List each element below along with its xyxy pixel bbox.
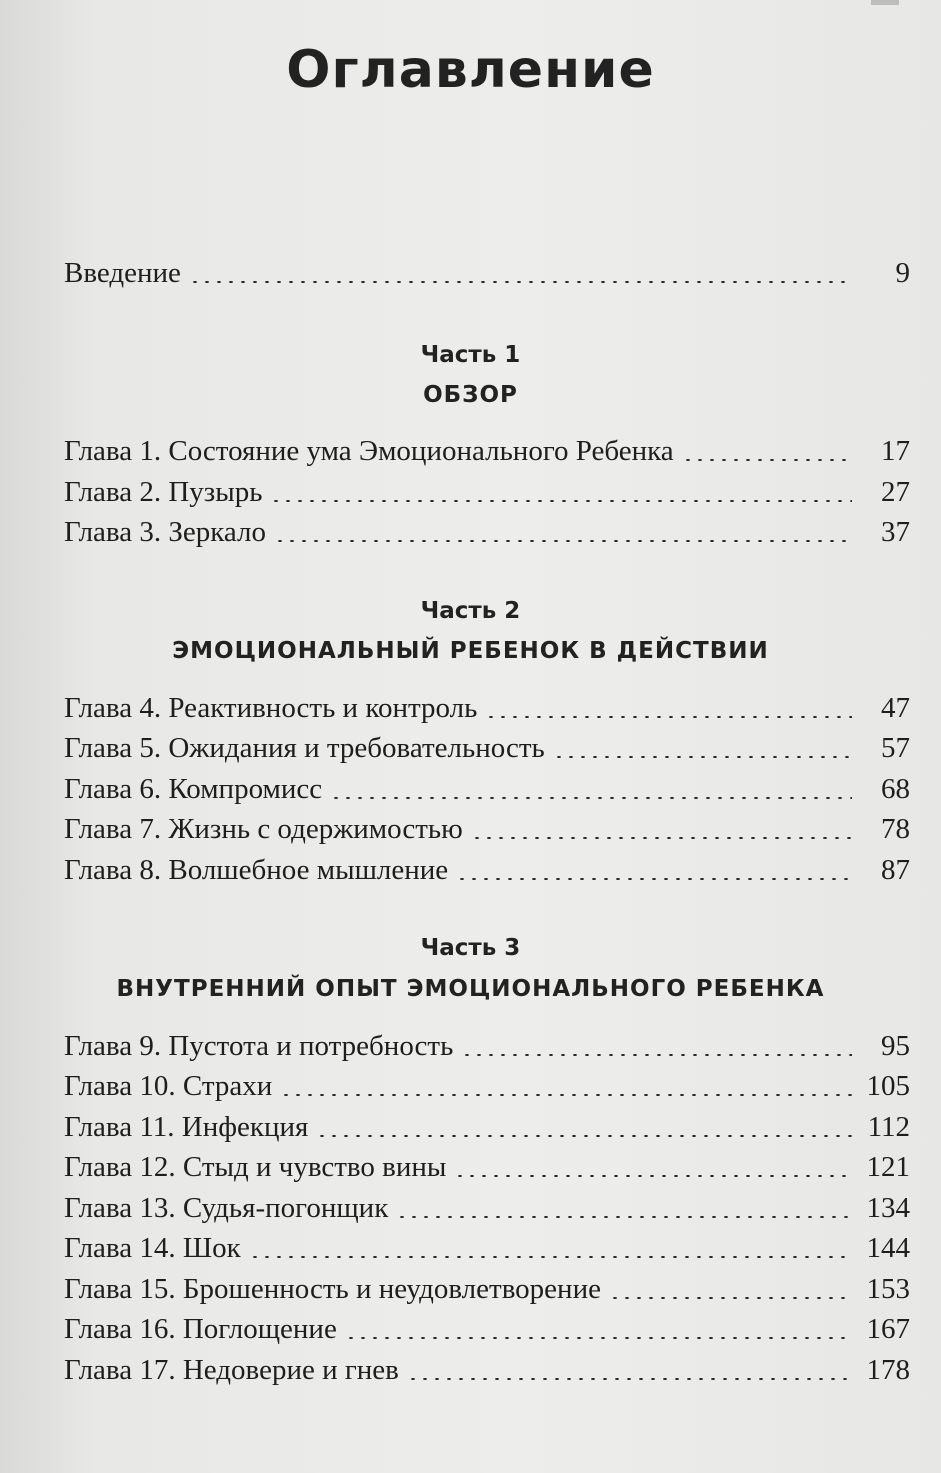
- entry-page-number: 178: [866, 1354, 910, 1386]
- dot-leader: [682, 459, 852, 461]
- entry-label: Глава 10. Страхи: [64, 1070, 273, 1102]
- dot-leader: [471, 837, 852, 839]
- entry-page-number: 57: [881, 732, 910, 764]
- dot-leader: [345, 1337, 852, 1339]
- entry-page-number: 47: [881, 692, 910, 724]
- toc-entry-intro[interactable]: [64, 254, 910, 292]
- entry-page-number: 167: [866, 1313, 910, 1345]
- entry-page-number: 17: [881, 435, 910, 467]
- toc-entry[interactable]: [64, 810, 910, 848]
- dot-leader: [316, 1135, 852, 1137]
- entry-label: Глава 4. Реактивность и контроль: [64, 692, 478, 724]
- entry-label: Глава 7. Жизнь с одержимостью: [64, 813, 463, 845]
- entry-label: Глава 6. Компромисс: [64, 773, 323, 805]
- entry-page-number: 9: [895, 257, 910, 289]
- dot-leader: [609, 1297, 852, 1299]
- entry-label: Глава 3. Зеркало: [64, 516, 267, 548]
- toc-entry[interactable]: [64, 513, 910, 551]
- toc-entry[interactable]: [64, 1351, 910, 1389]
- toc-entry[interactable]: [64, 770, 910, 808]
- entry-page-number: 105: [866, 1070, 910, 1102]
- entry-label: Глава 1. Состояние ума Эмоционального Ребенка: [64, 435, 674, 467]
- page-edge-mark: [871, 0, 899, 5]
- entry-label: Глава 15. Брошенность и неудовлетворение: [64, 1273, 601, 1305]
- entry-page-number: 112: [867, 1111, 910, 1143]
- dot-leader: [270, 500, 852, 502]
- part-number: Часть 2: [420, 598, 521, 624]
- toc-entry[interactable]: [64, 432, 910, 470]
- entry-page-number: 37: [881, 516, 910, 548]
- entry-label: Глава 2. Пузырь: [64, 476, 263, 508]
- toc-entry[interactable]: [64, 729, 910, 767]
- part-title: ВНУТРЕННИЙ ОПЫТ ЭМОЦИОНАЛЬНОГО РЕБЕНКА: [116, 976, 825, 1002]
- toc-entry[interactable]: [64, 851, 910, 889]
- entry-label: Введение: [64, 257, 181, 289]
- part-number: Часть 3: [420, 935, 521, 961]
- dot-leader: [189, 281, 852, 283]
- entry-label: Глава 8. Волшебное мышление: [64, 854, 449, 886]
- dot-leader: [274, 540, 852, 542]
- entry-label: Глава 12. Стыд и чувство вины: [64, 1151, 447, 1183]
- toc-entry[interactable]: [64, 473, 910, 511]
- dot-leader: [280, 1094, 852, 1096]
- dot-leader: [461, 1054, 852, 1056]
- toc-entry[interactable]: [64, 1027, 910, 1065]
- toc-entry[interactable]: [64, 1229, 910, 1267]
- toc-entry[interactable]: [64, 689, 910, 727]
- toc-entry[interactable]: [64, 1067, 910, 1105]
- part-title: ЭМОЦИОНАЛЬНЫЙ РЕБЕНОК В ДЕЙСТВИИ: [172, 638, 769, 664]
- entry-label: Глава 5. Ожидания и требовательность: [64, 732, 545, 764]
- dot-leader: [249, 1256, 852, 1258]
- dot-leader: [456, 878, 852, 880]
- entry-label: Глава 16. Поглощение: [64, 1313, 337, 1345]
- toc-entry[interactable]: [64, 1270, 910, 1308]
- entry-label: Глава 14. Шок: [64, 1232, 241, 1264]
- entry-label: Глава 13. Судья-погонщик: [64, 1192, 389, 1224]
- toc-entry[interactable]: [64, 1108, 910, 1146]
- part-title: ОБЗОР: [423, 382, 518, 408]
- toc-entry[interactable]: [64, 1148, 910, 1186]
- entry-label: Глава 11. Инфекция: [64, 1111, 309, 1143]
- entry-label: Глава 17. Недоверие и гнев: [64, 1354, 399, 1386]
- part-number: Часть 1: [420, 342, 521, 368]
- entry-page-number: 27: [881, 476, 910, 508]
- dot-leader: [485, 716, 852, 718]
- entry-page-number: 87: [881, 854, 910, 886]
- dot-leader: [454, 1175, 852, 1177]
- entry-page-number: 153: [866, 1273, 910, 1305]
- entry-page-number: 144: [866, 1232, 910, 1264]
- page-title: Оглавление: [286, 40, 655, 100]
- entry-page-number: 95: [881, 1030, 910, 1062]
- dot-leader: [396, 1216, 852, 1218]
- entry-page-number: 78: [881, 813, 910, 845]
- entry-page-number: 121: [866, 1151, 910, 1183]
- toc-entry[interactable]: [64, 1310, 910, 1348]
- entry-page-number: 134: [866, 1192, 910, 1224]
- entry-label: Глава 9. Пустота и потребность: [64, 1030, 454, 1062]
- dot-leader: [330, 797, 852, 799]
- entry-page-number: 68: [881, 773, 910, 805]
- dot-leader: [407, 1378, 852, 1380]
- toc-entry[interactable]: [64, 1189, 910, 1227]
- dot-leader: [553, 756, 852, 758]
